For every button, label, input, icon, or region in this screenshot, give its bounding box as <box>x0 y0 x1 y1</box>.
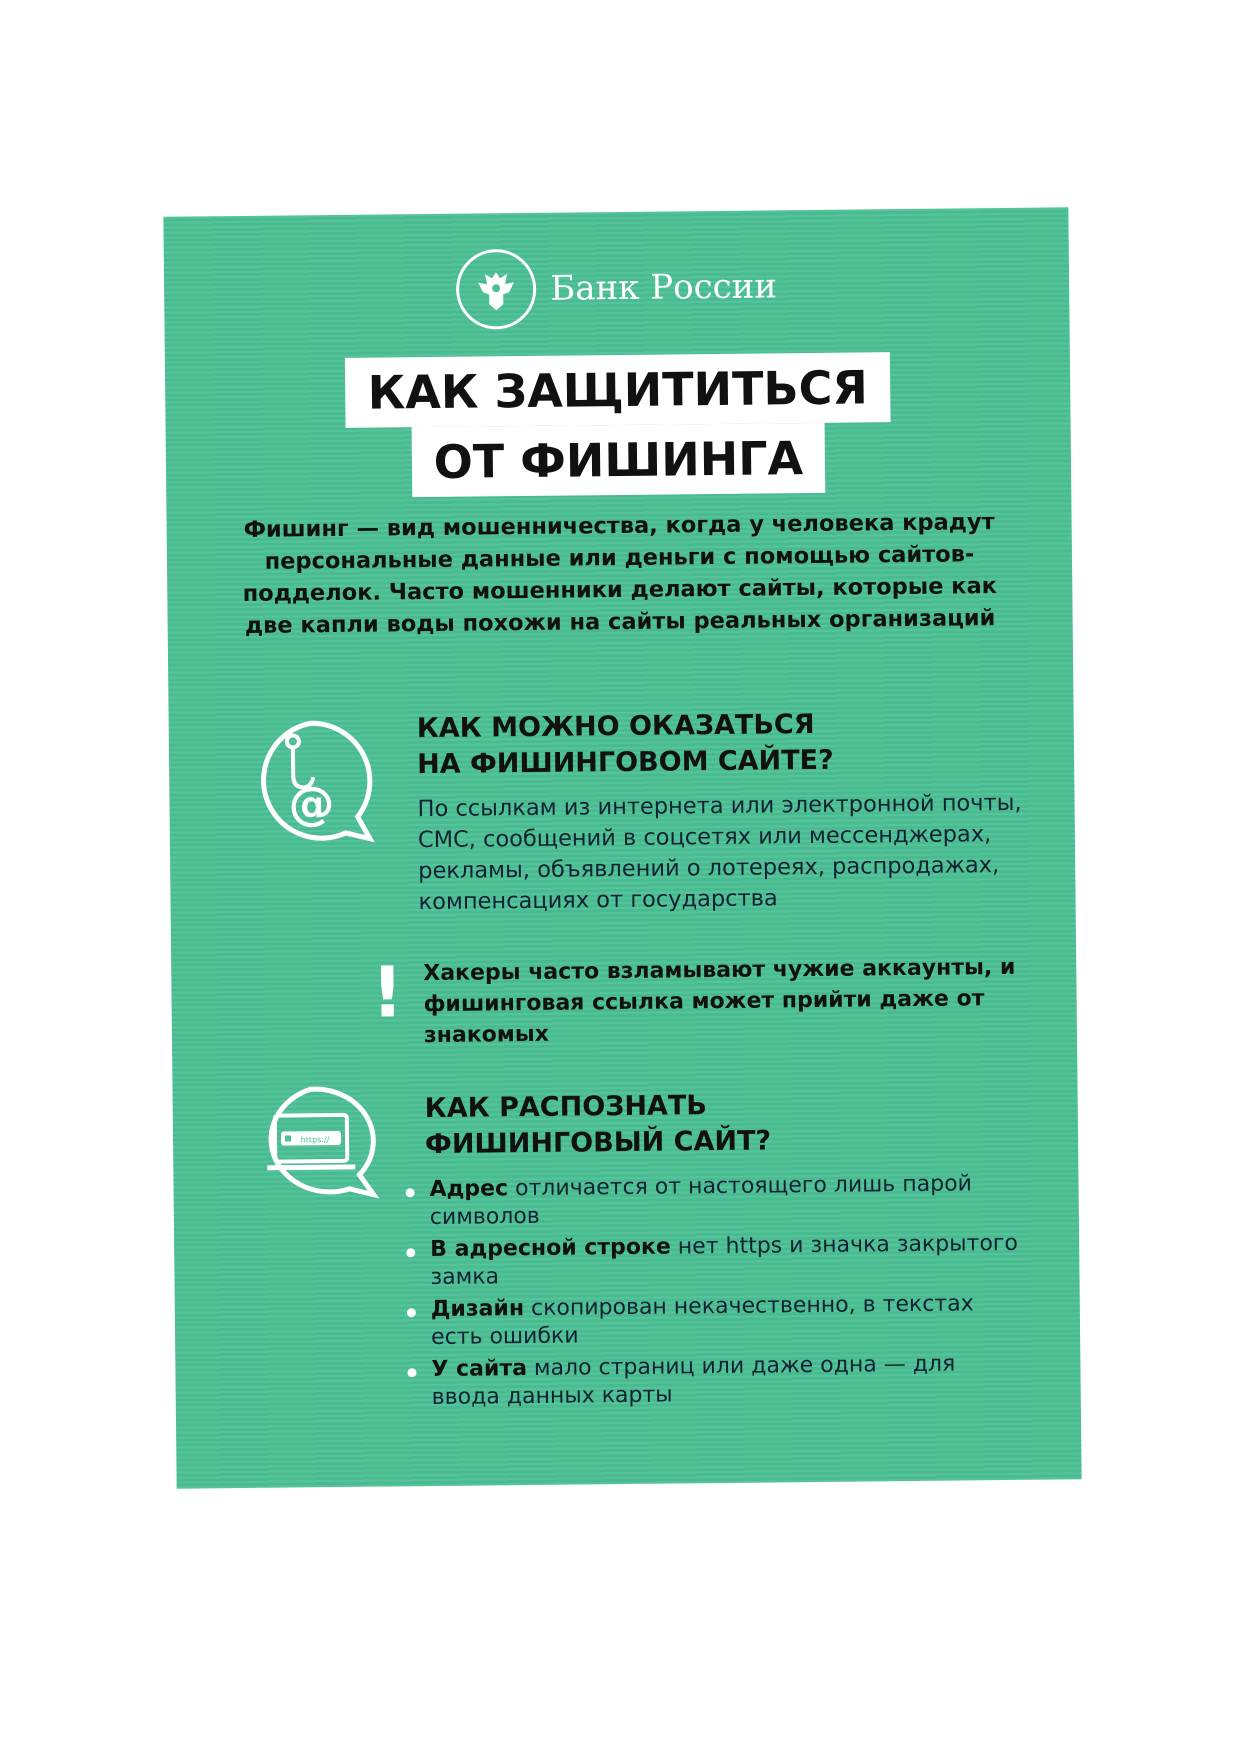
hook-at-icon <box>241 715 383 860</box>
https-label: https:// <box>300 1135 330 1145</box>
eagle-emblem-icon <box>456 249 537 330</box>
logo <box>164 243 1070 332</box>
svg-text:@: @ <box>288 776 335 831</box>
section1-text: По ссылкам из интернета или электронной почты, СМС, сообщений в соцсетях или мессенджерах, рекламы, объявлений о лотереях, распродажах, компенсациях от государства <box>417 789 1022 916</box>
list-item: У сайта мало страниц или даже одна — для ввода данных карты <box>405 1350 1026 1412</box>
bank-name: Банк России <box>550 266 778 309</box>
exclamation-icon: ! <box>371 951 404 1034</box>
list-item: В адресной строке нет https и значка закрытого замка <box>404 1230 1025 1292</box>
phishing-signs-list <box>403 1170 1025 1416</box>
section1-heading: КАК МОЖНО ОКАЗАТЬСЯ НА ФИШИНГОВОМ САЙТЕ? <box>416 708 834 781</box>
bullet-icon <box>407 1308 416 1317</box>
bullet-icon <box>406 1188 415 1197</box>
warning-text: Хакеры часто взламывают чужие аккаунты, и фишинговая ссылка может прийти даже от знакомых <box>423 954 1016 1049</box>
laptop-https-icon <box>240 1085 381 1210</box>
bullet-icon <box>407 1368 416 1377</box>
page-title <box>165 350 1071 499</box>
section2-heading: КАК РАСПОЗНАТЬ ФИШИНГОВЫЙ САЙТ? <box>424 1090 772 1161</box>
title-line-2: ОТ ФИШИНГА <box>411 423 825 497</box>
list-item: Дизайн скопирован некачественно, в текстах есть ошибки <box>405 1290 1026 1352</box>
bullet-icon <box>406 1248 415 1257</box>
flyer <box>163 207 1081 1488</box>
list-item: Адрес отличается от настоящего лишь парой символов <box>403 1170 1024 1232</box>
intro-text: Фишинг — вид мошенничества, когда у человека крадут персональные данные или деньги с помощью сайтов-подделок. Часто мошенники делают сайты, которые как две капли воды похожи на сайты реальных организаций <box>242 509 998 639</box>
title-line-1: КАК ЗАЩИТИТЬСЯ <box>345 352 890 428</box>
